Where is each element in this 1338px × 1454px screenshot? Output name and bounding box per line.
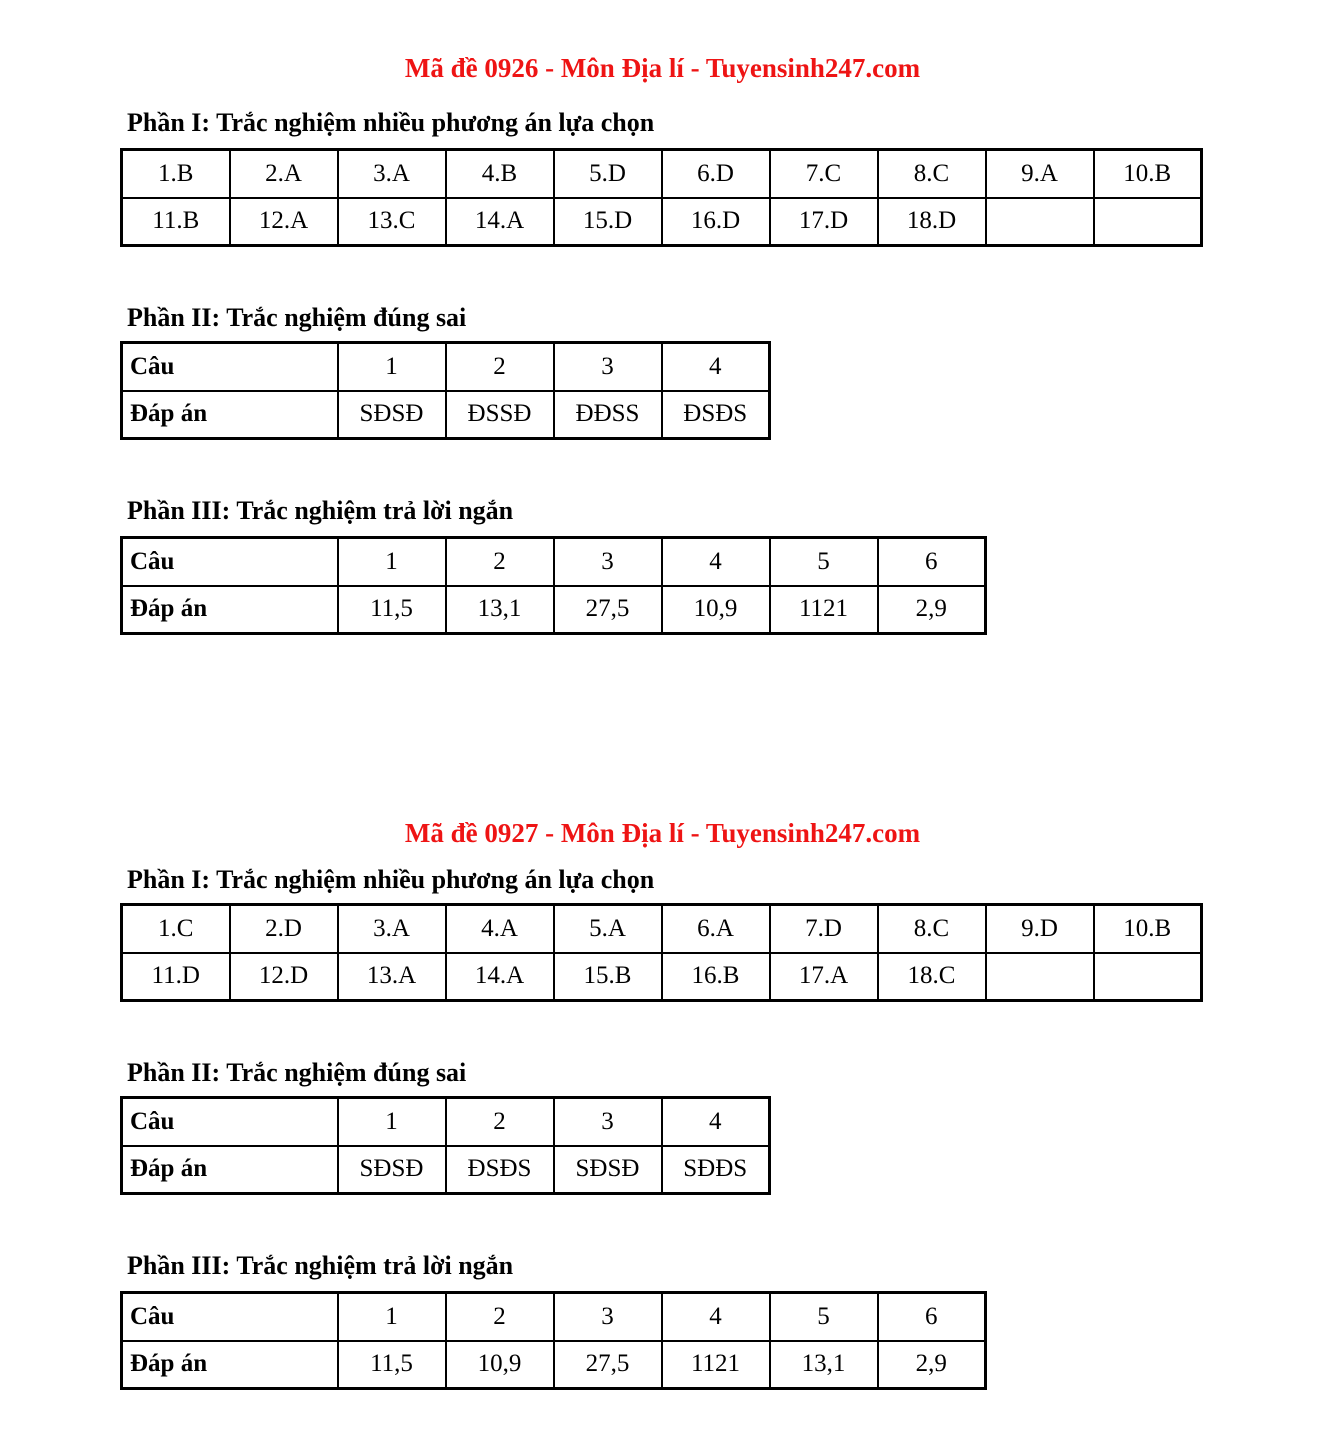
answer-cell: 4.A	[446, 905, 554, 953]
table-row	[122, 150, 1202, 198]
answer-cell: SĐĐS	[662, 1146, 770, 1194]
answer-cell: 1121	[662, 1341, 770, 1389]
answer-cell	[1094, 953, 1202, 1001]
table-row	[122, 1146, 770, 1194]
answer-cell: 27,5	[554, 586, 662, 634]
answer-cell: 13,1	[770, 1341, 878, 1389]
question-number-cell: 2	[446, 343, 554, 391]
question-number-cell: 3	[554, 1098, 662, 1146]
answer-cell: 10.B	[1094, 150, 1202, 198]
answer-cell: 1.C	[122, 905, 230, 953]
question-number-cell: 1	[338, 1098, 446, 1146]
answer-cell: 11.B	[122, 198, 230, 246]
answer-cell: 17.D	[770, 198, 878, 246]
question-number-cell: 4	[662, 1098, 770, 1146]
answer-cell: 16.B	[662, 953, 770, 1001]
answer-cell: 7.D	[770, 905, 878, 953]
answer-cell: 10.B	[1094, 905, 1202, 953]
answer-cell: 2.A	[230, 150, 338, 198]
answer-cell: SĐSĐ	[338, 391, 446, 439]
answer-cell: 2,9	[878, 586, 986, 634]
part2-heading: Phần II: Trắc nghiệm đúng sai	[127, 303, 467, 332]
answer-cell: ĐSĐS	[662, 391, 770, 439]
question-number-cell: 4	[662, 343, 770, 391]
question-number-cell: 3	[554, 1293, 662, 1341]
answer-cell: 6.D	[662, 150, 770, 198]
question-number-cell: 6	[878, 538, 986, 586]
answer-label-cell: Đáp án	[122, 586, 338, 634]
answer-cell	[986, 953, 1094, 1001]
answer-cell: 1121	[770, 586, 878, 634]
answer-cell: 10,9	[446, 1341, 554, 1389]
question-label-cell: Câu	[122, 343, 338, 391]
answer-cell: 13.A	[338, 953, 446, 1001]
section-title: Mã đề 0926 - Môn Địa lí - Tuyensinh247.com	[404, 53, 921, 83]
answer-cell: 12.D	[230, 953, 338, 1001]
table-row	[122, 1098, 770, 1146]
answer-cell: 9.A	[986, 150, 1094, 198]
table-row	[122, 905, 1202, 953]
answer-cell: 5.D	[554, 150, 662, 198]
question-number-cell: 1	[338, 343, 446, 391]
answer-cell: 3.A	[338, 150, 446, 198]
table-row	[122, 586, 986, 634]
part3-heading: Phần III: Trắc nghiệm trả lời ngắn	[127, 1251, 514, 1280]
answer-cell: 2,9	[878, 1341, 986, 1389]
answer-cell: 12.A	[230, 198, 338, 246]
answer-cell: 11,5	[338, 1341, 446, 1389]
table-row	[122, 953, 1202, 1001]
table-row	[122, 391, 770, 439]
exam-section-0926	[120, 52, 1338, 635]
question-label-cell: Câu	[122, 1293, 338, 1341]
answer-cell: ĐSĐS	[446, 1146, 554, 1194]
answer-cell: 4.B	[446, 150, 554, 198]
part1-heading: Phần I: Trắc nghiệm nhiều phương án lựa chọn	[127, 865, 655, 894]
question-number-cell: 6	[878, 1293, 986, 1341]
answer-cell: SĐSĐ	[554, 1146, 662, 1194]
answer-cell: SĐSĐ	[338, 1146, 446, 1194]
answer-cell: 14.A	[446, 953, 554, 1001]
answer-cell: 14.A	[446, 198, 554, 246]
answer-label-cell: Đáp án	[122, 391, 338, 439]
question-number-cell: 1	[338, 1293, 446, 1341]
part3-answer-table	[120, 536, 987, 635]
answer-cell: 18.D	[878, 198, 986, 246]
part1-heading: Phần I: Trắc nghiệm nhiều phương án lựa chọn	[127, 108, 655, 137]
question-number-cell: 4	[662, 538, 770, 586]
question-number-cell: 3	[554, 343, 662, 391]
answer-cell: 8.C	[878, 905, 986, 953]
answer-cell: 2.D	[230, 905, 338, 953]
answer-cell: 9.D	[986, 905, 1094, 953]
answer-cell: 11.D	[122, 953, 230, 1001]
answer-cell: 13,1	[446, 586, 554, 634]
part3-answer-table	[120, 1291, 987, 1390]
exam-section-0927	[120, 817, 1338, 1390]
question-number-cell: 4	[662, 1293, 770, 1341]
answer-cell: ĐĐSS	[554, 391, 662, 439]
answer-cell: 7.C	[770, 150, 878, 198]
answer-cell: 5.A	[554, 905, 662, 953]
answer-cell: 8.C	[878, 150, 986, 198]
question-number-cell: 2	[446, 1098, 554, 1146]
answer-cell: 13.C	[338, 198, 446, 246]
question-number-cell: 2	[446, 1293, 554, 1341]
question-number-cell: 3	[554, 538, 662, 586]
answer-cell: 6.A	[662, 905, 770, 953]
answer-cell: 10,9	[662, 586, 770, 634]
question-label-cell: Câu	[122, 538, 338, 586]
question-number-cell: 2	[446, 538, 554, 586]
part3-heading: Phần III: Trắc nghiệm trả lời ngắn	[127, 496, 514, 525]
answer-cell: 16.D	[662, 198, 770, 246]
answer-cell: 17.A	[770, 953, 878, 1001]
question-number-cell: 5	[770, 1293, 878, 1341]
answer-cell: 1.B	[122, 150, 230, 198]
answer-label-cell: Đáp án	[122, 1341, 338, 1389]
answer-cell	[986, 198, 1094, 246]
answer-cell: ĐSSĐ	[446, 391, 554, 439]
part1-answer-table	[120, 903, 1203, 1002]
question-label-cell: Câu	[122, 1098, 338, 1146]
section-title: Mã đề 0927 - Môn Địa lí - Tuyensinh247.com	[404, 818, 921, 848]
table-row	[122, 1341, 986, 1389]
answer-cell: 15.D	[554, 198, 662, 246]
part2-answer-table	[120, 1096, 771, 1195]
answer-cell: 11,5	[338, 586, 446, 634]
answer-label-cell: Đáp án	[122, 1146, 338, 1194]
question-number-cell: 5	[770, 538, 878, 586]
answer-cell	[1094, 198, 1202, 246]
part2-heading: Phần II: Trắc nghiệm đúng sai	[127, 1058, 467, 1087]
part2-answer-table	[120, 341, 771, 440]
answer-cell: 3.A	[338, 905, 446, 953]
table-row	[122, 1293, 986, 1341]
question-number-cell: 1	[338, 538, 446, 586]
answer-cell: 15.B	[554, 953, 662, 1001]
table-row	[122, 343, 770, 391]
table-row	[122, 198, 1202, 246]
answer-cell: 18.C	[878, 953, 986, 1001]
part1-answer-table	[120, 148, 1203, 247]
table-row	[122, 538, 986, 586]
answer-cell: 27,5	[554, 1341, 662, 1389]
